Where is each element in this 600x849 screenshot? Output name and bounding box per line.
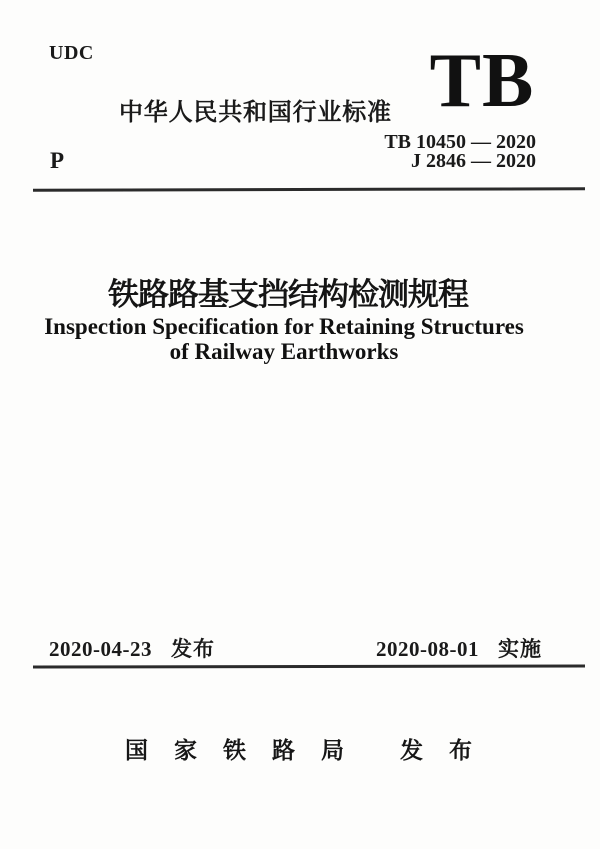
publisher-row	[125, 732, 498, 765]
effective-date-label: 实施	[498, 638, 542, 661]
standard-number: TB 10450 — 2020	[384, 131, 536, 153]
udc-label: UDC	[49, 42, 94, 64]
title-english	[0, 314, 584, 364]
title-chinese: 铁路路基支挡结构检测规程	[108, 277, 468, 312]
header-divider-line	[33, 187, 585, 191]
issue-date-row	[49, 633, 215, 663]
publisher-name: 国家铁路局	[125, 737, 370, 763]
issue-date: 2020-04-23	[49, 637, 152, 661]
effective-date: 2020-08-01	[376, 637, 479, 661]
standard-type-heading: 中华人民共和国行业标准	[119, 99, 392, 126]
publisher-action-label: 发布	[400, 737, 498, 763]
record-number: J 2846 — 2020	[411, 149, 536, 172]
footer-divider-line	[33, 665, 585, 669]
issue-date-label: 发布	[171, 638, 215, 661]
standard-code-logo: TB	[429, 37, 535, 123]
title-english-line2: of Railway Earthworks	[169, 339, 399, 364]
standard-numbers	[384, 133, 536, 170]
doc-class-letter: P	[50, 148, 65, 173]
effective-date-row	[376, 633, 542, 663]
title-english-line1: Inspection Specification for Retaining Structures	[44, 314, 524, 339]
